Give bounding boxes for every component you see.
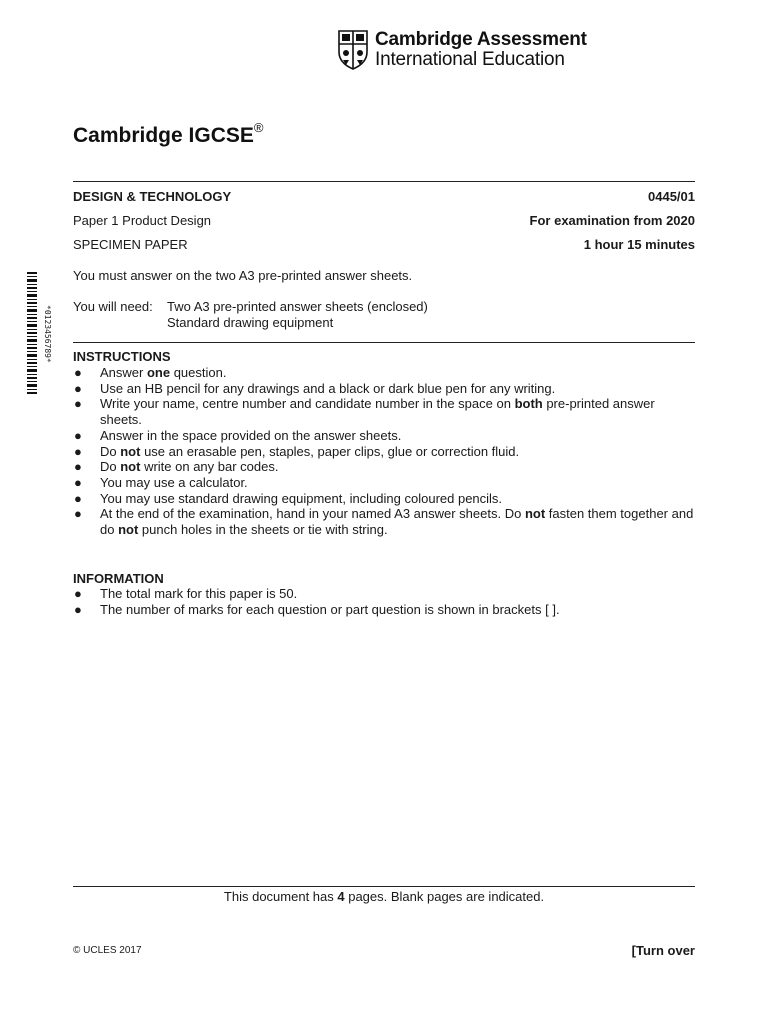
need-item-2: Standard drawing equipment bbox=[167, 315, 334, 330]
information-heading: INFORMATION bbox=[73, 571, 164, 586]
list-item: ● Do not use an erasable pen, staples, paper clips, glue or correction fluid. bbox=[74, 443, 520, 459]
section-rule bbox=[73, 342, 695, 343]
bullet-icon: ● bbox=[74, 380, 82, 396]
bullet-icon: ● bbox=[74, 474, 82, 490]
list-item: ● Answer in the space provided on the answer sheets. bbox=[74, 427, 402, 443]
footer-rule bbox=[73, 886, 695, 887]
list-item: ● You may use standard drawing equipment, including coloured pencils. bbox=[74, 490, 503, 506]
bullet-icon: ● bbox=[74, 601, 82, 617]
bullet-icon: ● bbox=[74, 490, 82, 506]
information-list bbox=[73, 586, 695, 617]
need-item-1: Two A3 pre-printed answer sheets (enclosed) bbox=[167, 299, 428, 314]
instructions-heading: INSTRUCTIONS bbox=[73, 349, 171, 364]
bullet-icon: ● bbox=[74, 427, 82, 443]
title-text: Cambridge IGCSE bbox=[73, 124, 254, 147]
list-item: ● Use an HB pencil for any drawings and a black or dark blue pen for any writing. bbox=[74, 380, 556, 396]
page-count-note: This document has 4 pages. Blank pages are indicated. bbox=[223, 889, 545, 904]
list-item: ● At the end of the examination, hand in your named A3 answer sheets. Do not fasten them together and do not punch holes in the sheets or tie with string. bbox=[74, 506, 694, 538]
crest-icon bbox=[338, 30, 368, 70]
page-count: 4 bbox=[337, 889, 345, 904]
subject-name: DESIGN & TECHNOLOGY bbox=[73, 189, 232, 204]
bullet-icon: ● bbox=[74, 365, 82, 380]
registered-mark: ® bbox=[253, 120, 264, 135]
type-row bbox=[73, 237, 695, 252]
bullet-icon: ● bbox=[74, 586, 82, 601]
subject-row bbox=[73, 189, 695, 204]
need-label: You will need: bbox=[73, 299, 153, 314]
bullet-icon: ● bbox=[74, 506, 82, 522]
list-item: ● Write your name, centre number and candidate number in the space on both pre-printed answer sheets. bbox=[74, 396, 655, 428]
list-item: ● The total mark for this paper is 50. bbox=[74, 586, 298, 601]
instructions-list bbox=[73, 365, 695, 538]
bullet-icon: ● bbox=[74, 459, 82, 475]
barcode-digits: *0123456789* bbox=[43, 305, 52, 363]
bullet-icon: ● bbox=[74, 443, 82, 459]
list-item: ● Answer one question. bbox=[74, 365, 227, 380]
paper-type: SPECIMEN PAPER bbox=[73, 237, 188, 252]
turn-over: [Turn over bbox=[631, 943, 695, 958]
paper-code: 0445/01 bbox=[648, 189, 695, 204]
cambridge-logo bbox=[338, 30, 587, 70]
answer-note: You must answer on the two A3 pre-printed answer sheets. bbox=[73, 268, 413, 283]
list-item: ● Do not write on any bar codes. bbox=[74, 459, 279, 475]
bullet-icon: ● bbox=[74, 396, 82, 412]
paper-title: Paper 1 Product Design bbox=[73, 213, 212, 228]
logo-line-2: International Education bbox=[375, 49, 565, 70]
list-item: ● The number of marks for each question or part question is shown in brackets [ ]. bbox=[74, 601, 560, 617]
logo-line-1: Cambridge Assessment bbox=[375, 29, 587, 50]
copyright: © UCLES 2017 bbox=[73, 945, 142, 956]
page-title bbox=[73, 122, 263, 148]
exam-from: For examination from 2020 bbox=[529, 213, 695, 228]
header-rule bbox=[73, 181, 695, 182]
paper-row bbox=[73, 213, 695, 228]
list-item: ● You may use a calculator. bbox=[74, 474, 248, 490]
duration: 1 hour 15 minutes bbox=[583, 237, 695, 252]
